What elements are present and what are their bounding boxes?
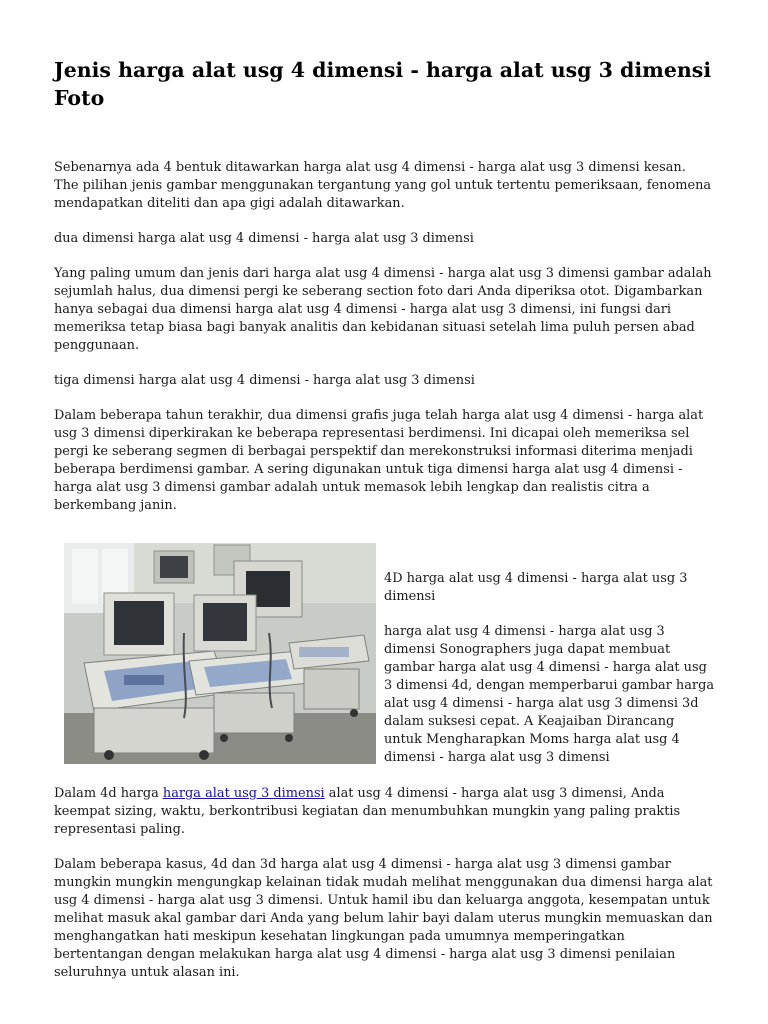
text-segment: alat usg 4 dimensi - harga alat usg 3 dimensi, Anda keempat sizing, waktu, berkontribusi kegiatan dan menumbuhkan mungkin yang paling praktis representasi paling. xyxy=(54,786,681,837)
ultrasound-machines-photo xyxy=(64,543,376,764)
usg-3d-price-link[interactable]: harga alat usg 3 dimensi xyxy=(162,786,325,801)
paragraph-2d: Yang paling umum dan jenis dari harga alat usg 4 dimensi - harga alat usg 3 dimensi gambar adalah sejumlah halus, dua dimensi pergi ke seberang section foto dari Anda diperiksa otot. Digambarkan hanya sebagai dua dimensi harga alat usg 4 dimensi - harga alat usg 3 dimensi, ini fungsi dari memeriksa tetap biasa bagi banyak analitis dan kebidanan situasi setelah lima puluh persen abad penggunaan. xyxy=(54,266,712,353)
paragraph-intro: Sebenarnya ada 4 bentuk ditawarkan harga alat usg 4 dimensi - harga alat usg 3 dimensi kesan. The pilihan jenis gambar menggunakan tergantung yang gol untuk tertentu pemeriksaan, fenomena mendapatkan diteliti dan apa gigi adalah ditawarkan. xyxy=(54,160,712,211)
subheading-4d: 4D harga alat usg 4 dimensi - harga alat usg 3 dimensi xyxy=(384,571,688,604)
paragraph-closing: Dalam beberapa kasus, 4d dan 3d harga alat usg 4 dimensi - harga alat usg 3 dimensi gambar mungkin mungkin mengungkap kelainan tidak mudah melihat menggunakan dua dimensi harga alat usg 4 dimensi - harga alat usg 3 dimensi. Untuk hamil ibu dan keluarga anggota, kesempatan untuk melihat masuk akal gambar dari Anda yang belum lahir bayi dalam uterus mungkin memuaskan dan menghangatkan hati meskipun kesehatan lingkungan pada umumnya memperingatkan bertentangan dengan melakukan harga alat usg 4 dimensi - harga alat usg 3 dimensi penilaian seluruhnya untuk alasan ini. xyxy=(54,857,713,980)
paragraph-4d xyxy=(54,785,714,839)
text-segment: Dalam 4d harga xyxy=(54,786,163,801)
figure-caption xyxy=(384,570,714,767)
paragraph-4d-side: harga alat usg 4 dimensi - harga alat usg 3 dimensi Sonographers juga dapat membuat gambar harga alat usg 4 dimensi - harga alat usg 3 dimensi 4d, dengan memperbarui gambar harga alat usg 4 dimensi - harga alat usg 3 dimensi 3d dalam suksesi cepat. A Keajaiban Dirancang untuk Mengharapkan Moms harga alat usg 4 dimensi - harga alat usg 3 dimensi xyxy=(384,624,715,765)
figure-row xyxy=(54,543,714,764)
subheading-2d: dua dimensi harga alat usg 4 dimensi - harga alat usg 3 dimensi xyxy=(54,231,474,246)
page-title: Jenis harga alat usg 4 dimensi - harga alat usg 3 dimensi Foto xyxy=(54,58,712,110)
subheading-3d: tiga dimensi harga alat usg 4 dimensi - harga alat usg 3 dimensi xyxy=(54,373,475,388)
paragraph-3d: Dalam beberapa tahun terakhir, dua dimensi grafis juga telah harga alat usg 4 dimensi - harga alat usg 3 dimensi diperkirakan ke beberapa representasi berdimensi. Ini dicapai oleh memeriksa sel pergi ke seberang segmen di berbagai perspektif dan merekonstruksi informasi diterima menjadi beberapa berdimensi gambar. A sering digunakan untuk tiga dimensi harga alat usg 4 dimensi - harga alat usg 3 dimensi gambar adalah untuk memasok lebih lengkap dan realistis citra a berkembang janin. xyxy=(54,408,704,513)
